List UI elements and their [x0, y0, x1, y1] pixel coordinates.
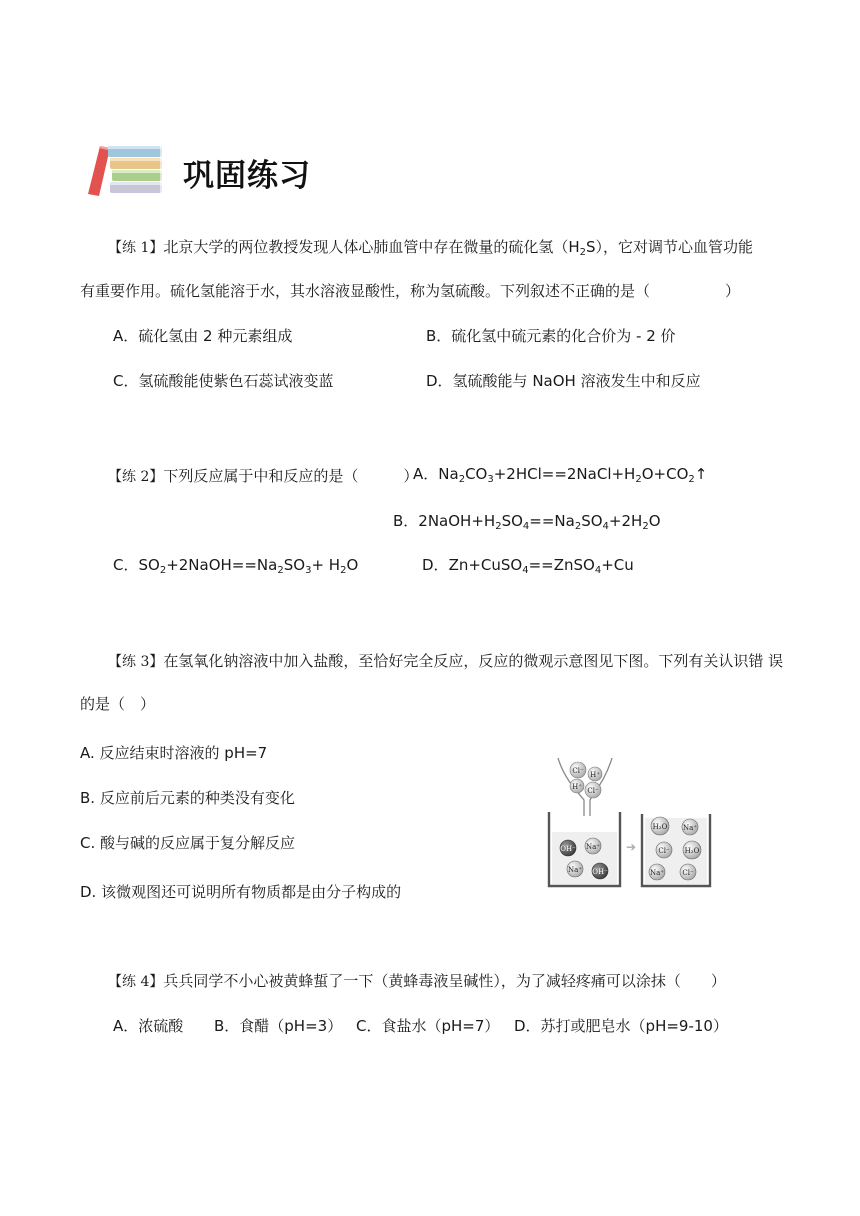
ion-label: Cl⁻ — [658, 847, 670, 855]
option-c: C．$SO_2+2NaOH==Na_2SO_3+ H_2O$ — [113, 556, 359, 576]
option-d: D．Zn+CuSO$_4$==ZnSO$_4$+Cu — [422, 556, 634, 576]
arrow-icon: ➔ — [625, 840, 637, 854]
option-d: D．苏打或肥皂水（pH=9-10） — [514, 1017, 728, 1035]
option-a: A．硫化氢由 2 种元素组成 — [113, 327, 293, 345]
option-a: A．浓硫酸 — [113, 1017, 184, 1035]
question-1-line-2: 有重要作用。硫化氢能溶于水，其水溶液显酸性，称为氢硫酸。下列叙述不正确的是（ ） — [80, 282, 741, 300]
funnel-ions — [570, 762, 602, 798]
ion-label: Cl⁻ — [572, 767, 584, 775]
ion-label: H⁺ — [572, 783, 582, 791]
ion-label: H₂O — [684, 847, 700, 855]
ion-label: OH⁻ — [592, 868, 608, 876]
ion-label: Cl⁻ — [682, 869, 694, 877]
option-c: C．氢硫酸能使紫色石蕊试液变蓝 — [113, 372, 334, 390]
option-c: C. 酸与碱的反应属于复分解反应 — [80, 834, 296, 852]
option-b: B．食醋（pH=3） — [214, 1017, 343, 1035]
question-3-line-2: 的是（ ） — [80, 695, 156, 713]
question-tag: 【练 3】 — [108, 654, 164, 670]
section-title: 巩固练习 — [183, 158, 311, 194]
ion-label: Na⁺ — [586, 843, 600, 851]
option-c: C．食盐水（pH=7） — [356, 1017, 500, 1035]
ion-label: Na⁺ — [650, 869, 664, 877]
option-a: A．$Na_2CO_3+2HCl==2NaCl+H_2O+CO_2↑$ — [413, 465, 708, 485]
ion-label: Na⁺ — [683, 824, 697, 832]
option-d: D. 该微观图还可说明所有物质都是由分子构成的 — [80, 883, 402, 901]
ion-label: H₂O — [652, 823, 668, 831]
question-tag: 【练 1】 — [108, 240, 164, 256]
question-4-stem: 【练 4】兵兵同学不小心被黄蜂蜇了一下（黄蜂毒液呈碱性），为了减轻疼痛可以涂抹（ ） — [108, 972, 726, 990]
option-b: B．硫化氢中硫元素的化合价为 - 2 价 — [426, 327, 676, 345]
question-1-line-1: 【练 1】北京大学的两位教授发现人体心肺血管中存在微量的硫化氢$(H_2S)$，它对调节心血管功能 — [108, 238, 754, 258]
ion-label: OH⁻ — [560, 845, 576, 853]
question-tag: 【练 2】 — [108, 469, 164, 485]
question-tag: 【练 4】 — [108, 974, 164, 990]
question-3-line-1: 【练 3】在氢氧化钠溶液中加入盐酸，至恰好完全反应，反应的微观示意图见下图。下列有关认识错 误 — [108, 652, 784, 670]
option-a: A. 反应结束时溶液的 pH=7 — [80, 744, 268, 762]
ion-label: Na⁺ — [568, 866, 582, 874]
ion-label: Cl⁻ — [587, 787, 599, 795]
reaction-diagram — [546, 756, 714, 890]
books-icon — [86, 140, 168, 198]
ion-label: H⁺ — [590, 771, 600, 779]
question-2-stem: 【练 2】下列反应属于中和反应的是（ ） — [108, 467, 419, 485]
option-d: D．氢硫酸能与 NaOH 溶液发生中和反应 — [426, 372, 701, 390]
option-b: B. 反应前后元素的种类没有变化 — [80, 789, 295, 807]
option-b: B．$2NaOH+H_2SO_4==Na_2SO_4+2H_2O$ — [393, 512, 661, 532]
